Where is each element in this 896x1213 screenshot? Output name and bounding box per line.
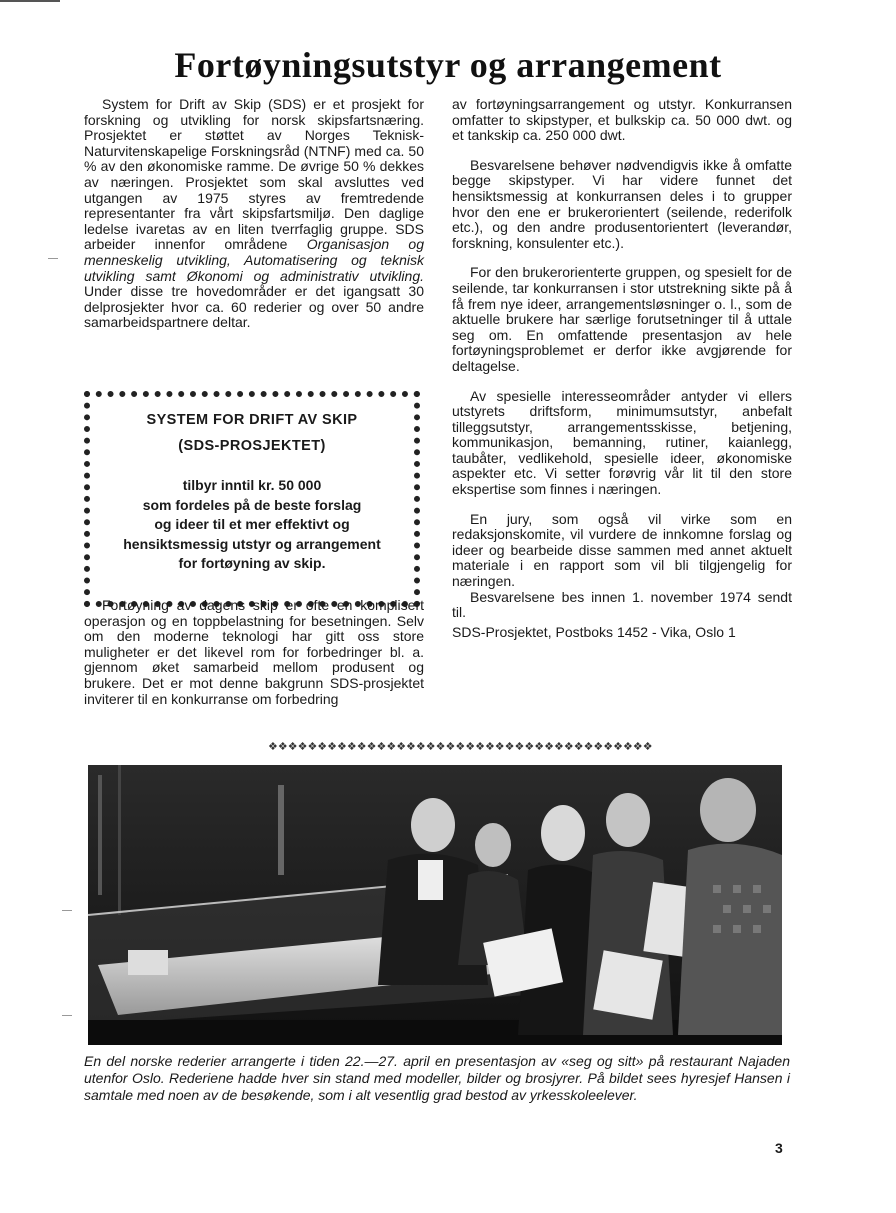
box-line: tilbyr inntil kr. 50 000 <box>182 477 322 493</box>
photo-caption: En del norske rederier arrangerte i tiden 22.—27. april en presentasjon av «seg og sitt» på restaurant Najaden utenfor Oslo. Rederiene hadde hver sin stand med modeller, bilder og brosjyrer. På bildet sees hyresjef Hansen i samtale med noen av de besøkende, som i alt vesentlig grad bestod av yrkesskoleelever. <box>84 1053 790 1103</box>
left-column <box>84 97 424 331</box>
box-line: for fortøyning av skip. <box>178 555 326 571</box>
intro-areas-italic: Organisasjon og menneskelig utvikling, Automatisering og teknisk utvikling samt Økonomi og administrativ utvikling. <box>84 236 424 284</box>
scan-edge-line <box>0 0 60 2</box>
box-line: og ideer til et mer effektivt og <box>154 516 350 532</box>
margin-mark <box>48 258 58 259</box>
right-paragraph-3: For den brukerorienterte gruppen, og spesielt for de seilende, tar konkurransen i stor utstrekning sikte på å få frem nye ideer, arrangementsløsninger o. l., som de aktuelle brukere har særlige forutsetninger til å uttale seg om. En omfattende presentasjon av hele fortøyningsproblemet er derfor ikke avgjørende for deltagelse. <box>452 264 792 374</box>
margin-mark <box>62 910 72 911</box>
photo-illustration <box>88 765 782 1045</box>
box-line: hensiktsmessig utstyr og arrangement <box>123 535 381 552</box>
right-paragraph-2: Besvarelsene behøver nødvendigvis ikke å omfatte begge skipstyper. Vi har videre funnet det hensiktsmessig at konkurransen deles i to grupper hvor den ene er brukerorientert (seilende, rederifolk etc.), og den andre produsentorientert (leverandør, forskning, konsulenter etc.). <box>452 156 792 251</box>
box-line: som fordeles på de beste forslag <box>142 496 362 513</box>
intro-text: System for Drift av Skip (SDS) er et prosjekt for forskning og utvikling for norsk skipsfartsnæring. Prosjektet er støttet av Norges Teknisk-Naturvitenskapelige Forskningsråd (NTNF) med ca. 50 % av den økonomiske ramme. De øvrige 50 % dekkes av næringen. Prosjektet som skal avsluttes ved utgangen av 1975 styres av fremtredende representanter fra vårt skipsfartsmiljø. Den daglige ledelse ivaretas av en liten tverrfaglig gruppe. SDS arbeider innenfor områdene <box>84 96 424 253</box>
box-body <box>90 476 414 574</box>
right-paragraph-1: av fortøyningsarrangement og utstyr. Konkurransen omfatter to skipstyper, et bulkskip ca. 50 000 dwt. og et tankskip ca. 250 000 dwt. <box>452 96 792 144</box>
intro-paragraph <box>84 97 424 331</box>
page-title: Fortøyningsutstyr og arrangement <box>174 45 722 85</box>
page-number: 3 <box>775 1140 783 1156</box>
ornament-divider: ❖❖❖❖❖❖❖❖❖❖❖❖❖❖❖❖❖❖❖❖❖❖❖❖❖❖❖❖❖❖❖❖❖❖❖❖❖❖❖ <box>268 741 653 753</box>
photo <box>88 765 782 1045</box>
right-column <box>452 97 792 640</box>
right-paragraph-6: Besvarelsene bes innen 1. november 1974 sendt til. <box>452 588 792 621</box>
competition-box <box>84 391 420 607</box>
right-paragraph-5: En jury, som også vil virke som en redaksjonskomite, vil vurdere de innkomne forslag og ideer og bearbeide disse sammen med annet aktuelt materiale i en rapport som vil bli tilgjengelig for næringen. <box>452 510 792 590</box>
mooring-paragraph: Fortøyning av dagens skip er ofte en komplisert operasjon og en toppbelastning for besetningen. Selv om den moderne teknologi har gitt oss store muligheter er det likevel rom for forbedringer bl. a. gjennom øket samarbeid mellom produsent og brukere. Det er mot denne bakgrunn SDS-prosjektet inviterer til en konkurranse om forbedring <box>84 597 424 707</box>
box-title: SYSTEM FOR DRIFT AV SKIP <box>146 412 358 428</box>
box-subtitle: (SDS-PROSJEKTET) <box>178 437 326 454</box>
left-column-lower <box>84 598 424 707</box>
margin-mark <box>62 1015 72 1016</box>
address-line: SDS-Prosjektet, Postboks 1452 - Vika, Oslo 1 <box>452 623 736 640</box>
right-paragraph-4: Av spesielle interesseområder antyder vi ellers utstyrets driftsform, minimumsutstyr, anbefalt tilleggsutstyr, arrangementsskisse, betjening, kommunikasjon, bemanning, rutiner, kaianlegg, taubåter, vedlikehold, spesielle ideer, økonomiske aspekter etc. Vi setter forøvrig vår lit til den store ekspertise som finnes i næringen. <box>452 387 792 498</box>
intro-text-end: Under disse tre hovedområder er det igangsatt 30 delprosjekter hvor ca. 60 rederier og over 50 andre samarbeidspartnere deltar. <box>84 283 424 331</box>
